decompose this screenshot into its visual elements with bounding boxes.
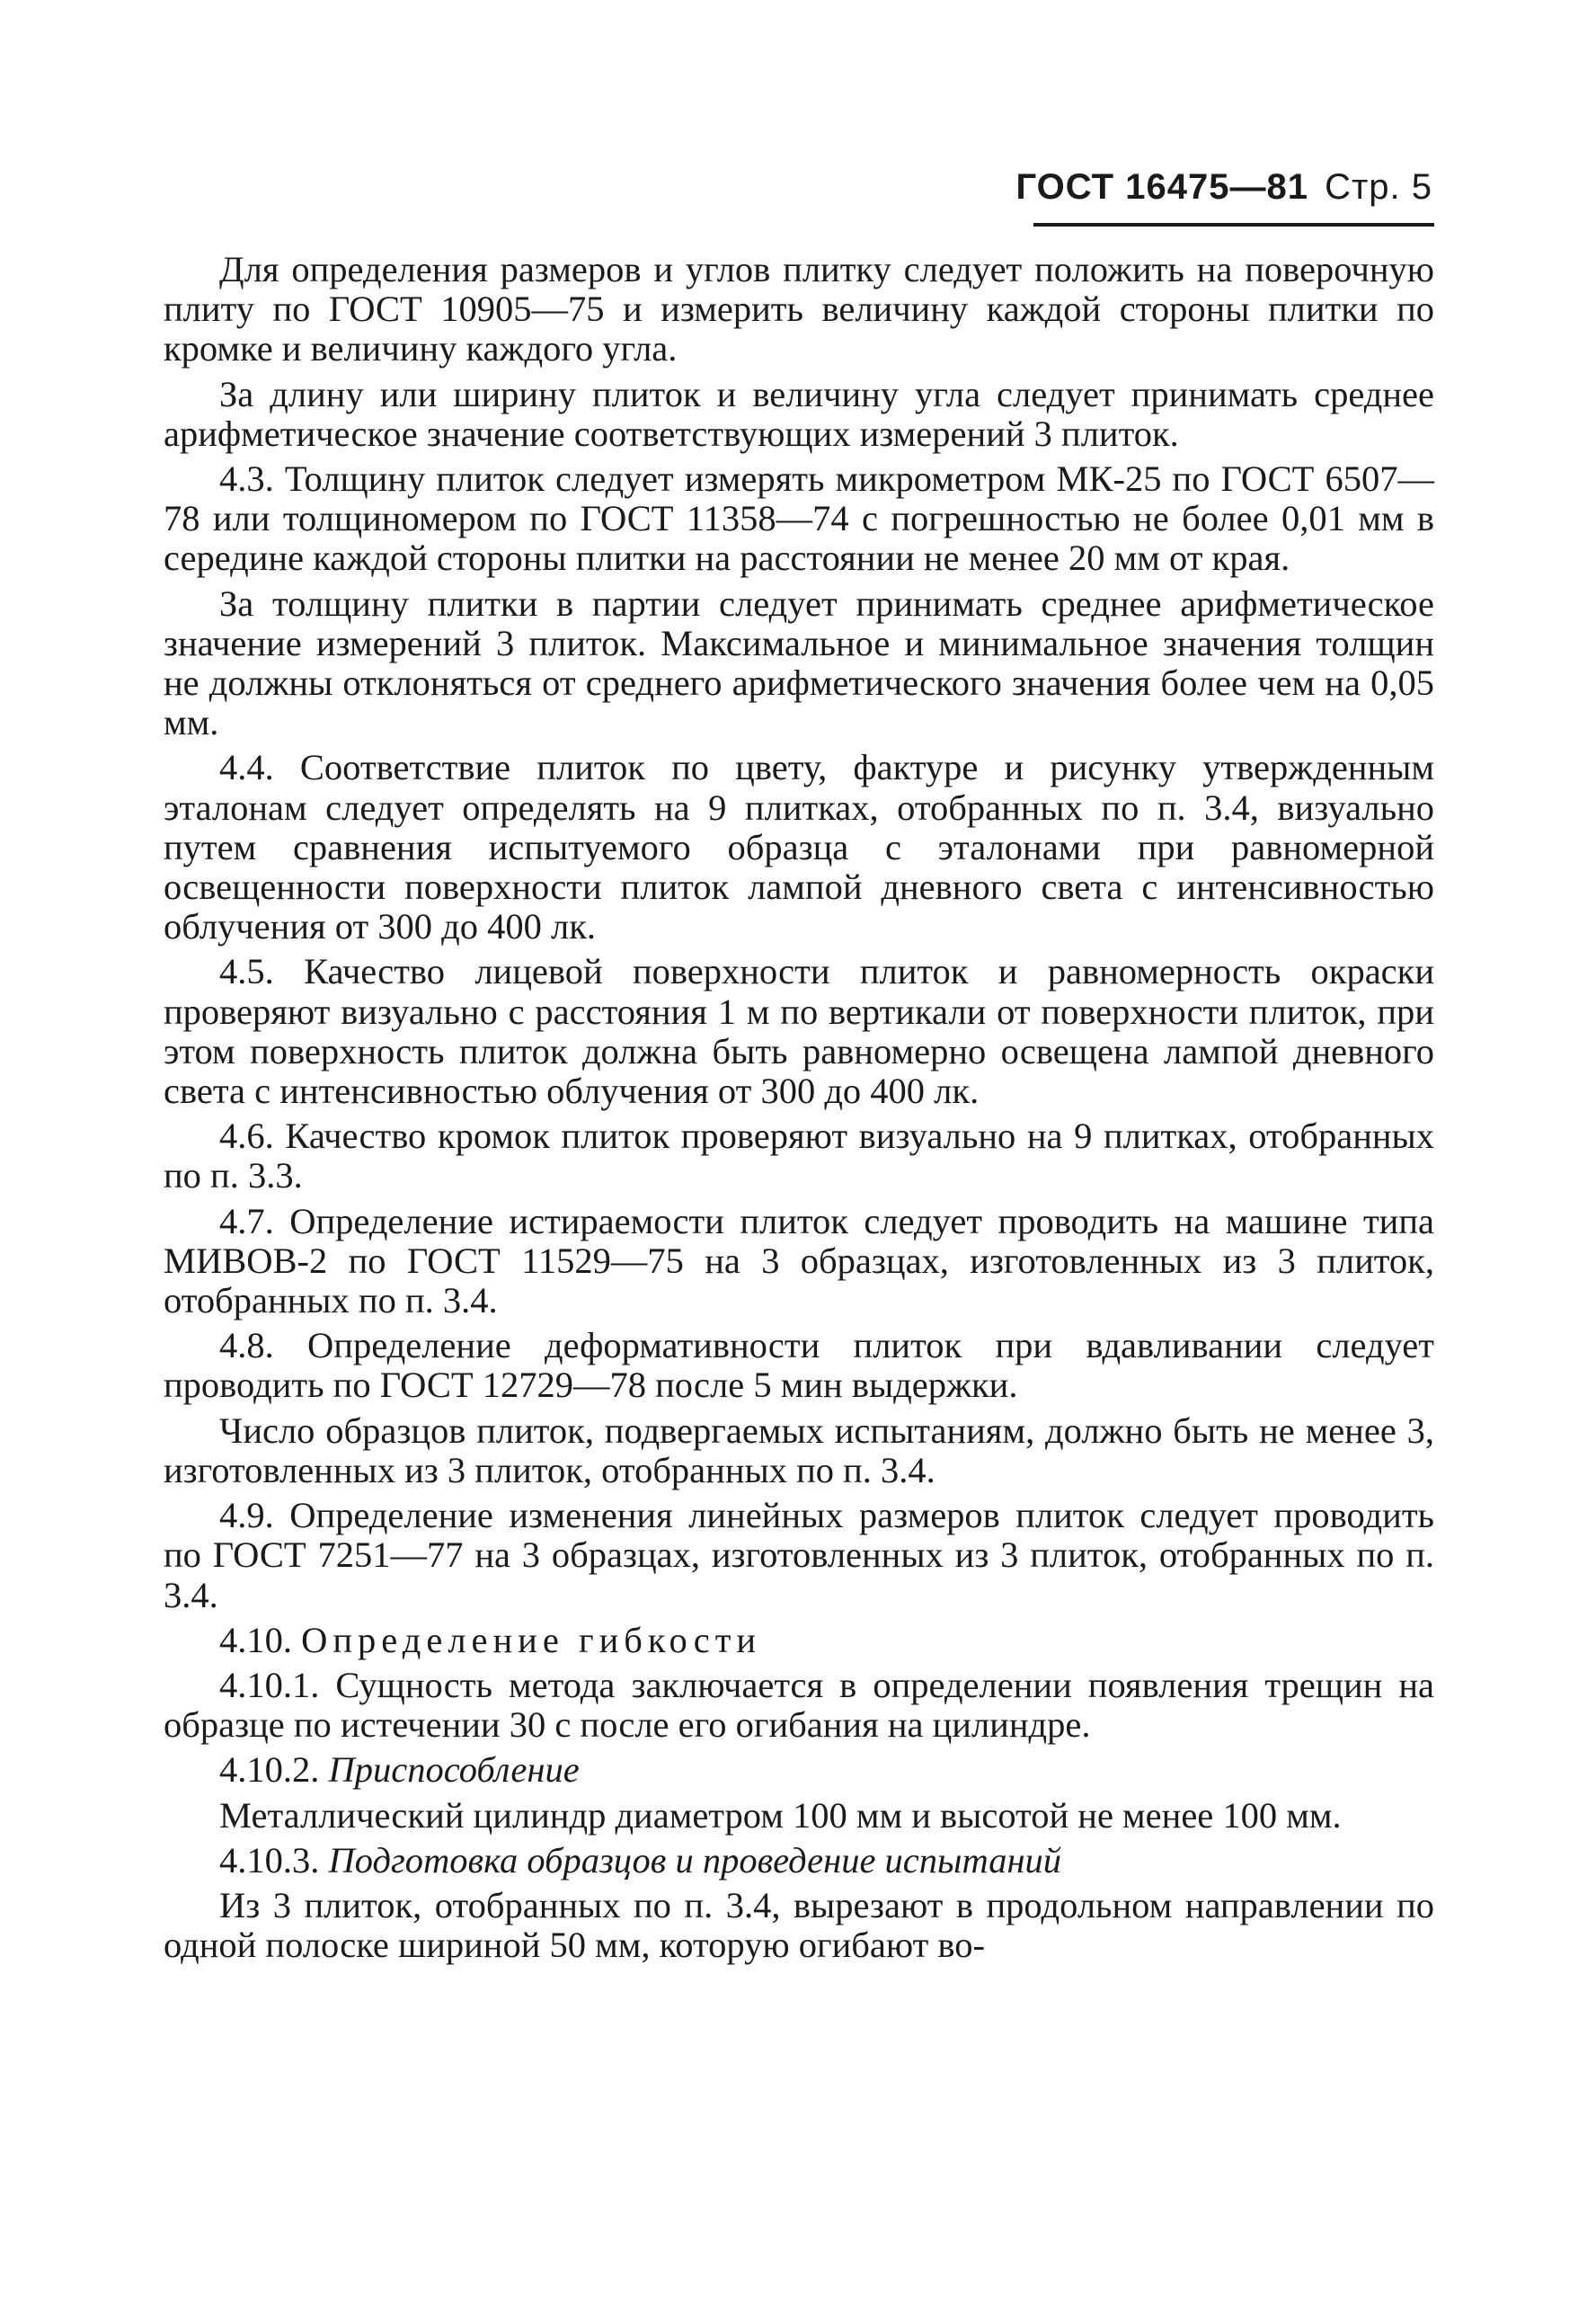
paragraph-device: Металлический цилиндр диаметром 100 мм и высотой не менее 100 мм. (219, 1794, 1342, 1836)
paragraph-measure-dimensions: Для определения размеров и углов плитку следует положить на поверочную плиту по ГОСТ 10905—75 и измерить величину каждой стороны плитки по кромке и величину каждого угла. (164, 249, 1434, 369)
paragraph-4-9: 4.9. Определение изменения линейных размеров плиток следует проводить по ГОСТ 7251—77 на 3 образцах, изготовленных из 3 плиток, отобранных по п. 3.4. (164, 1495, 1434, 1615)
paragraph-4-5: 4.5. Качество лицевой поверхности плиток и равномерность окраски проверяют визуально с расстояния 1 м по вертикали от поверхности плиток, при этом поверхность плиток должна быть равномерно освещена лампой дневного света с интенсивностью облучения от 300 до 400 лк. (164, 951, 1434, 1112)
paragraph-4-4: 4.4. Соответствие плиток по цвету, фактуре и рисунку утвержденным эталонам следует определять на 9 плитках, отобранных по п. 3.4, визуально путем сравнения испытуемого образца с эталонами при равномерной освещенности поверхности плиток лампой дневного света с интенсивностью облучения от 300 до 400 лк. (164, 747, 1434, 947)
section-heading-4-10 (164, 1621, 1434, 1660)
section-number: 4.10. (219, 1619, 292, 1660)
page-header (1016, 167, 1432, 208)
paragraph-4-3: 4.3. Толщину плиток следует измерять микрометром МК-25 по ГОСТ 6507—78 или толщиномером по ГОСТ 11358—74 с погрешностью не более 0,01 мм в середине каждой стороны плитки на расстоянии не менее 20 мм от края. (164, 458, 1434, 579)
subsection-number: 4.10.2. (219, 1749, 320, 1791)
subheading-4-10-3 (164, 1841, 1434, 1881)
section-title: Определение гибкости (301, 1619, 762, 1660)
paragraph-4-10-1: 4.10.1. Сущность метода заключается в определении появления трещин на образце по истечении 30 с после его огибания на цилиндре. (164, 1664, 1434, 1746)
paragraph-specimen-prep: Из 3 плиток, отобранных по п. 3.4, вырезают в продольном направлении по одной полоске шириной 50 мм, которую огибают во- (164, 1884, 1434, 1966)
paragraph-4-8: 4.8. Определение деформативности плиток при вдавливании следует проводить по ГОСТ 12729—78 после 5 мин выдержки. (164, 1325, 1434, 1406)
header-rule (1033, 223, 1434, 227)
document-code: ГОСТ 16475—81 (1015, 167, 1308, 207)
paragraph-4-7: 4.7. Определение истираемости плиток следует проводить на машине типа МИВОВ-2 по ГОСТ 11529—75 на 3 образцах, изготовленных из 3 плиток, отобранных по п. 3.4. (164, 1200, 1434, 1321)
document-body (164, 250, 1434, 1970)
subsection-number: 4.10.3. (219, 1839, 320, 1881)
paragraph-length-width: За длину или ширину плиток и величину угла следует принимать среднее арифметическое значение соответствующих измерений 3 плиток. (164, 373, 1434, 454)
page-number: Стр. 5 (1325, 167, 1432, 207)
paragraph-thickness-average: За толщину плитки в партии следует принимать среднее арифметическое значение измерений 3 плиток. Максимальное и минимальное значения толщин не должны отклоняться от среднего арифметического значения более чем на 0,05 мм. (164, 582, 1434, 743)
subsection-title: Приспособление (328, 1749, 580, 1791)
subsection-title: Подготовка образцов и проведение испытаний (328, 1839, 1062, 1881)
paragraph-4-6: 4.6. Качество кромок плиток проверяют визуально на 9 плитках, отобранных по п. 3.3. (164, 1116, 1434, 1196)
paragraph-sample-count: Число образцов плиток, подвергаемых испытаниям, должно быть не менее 3, изготовленных из 3 плиток, отобранных по п. 3.4. (164, 1409, 1434, 1490)
subheading-4-10-2 (164, 1750, 1434, 1790)
